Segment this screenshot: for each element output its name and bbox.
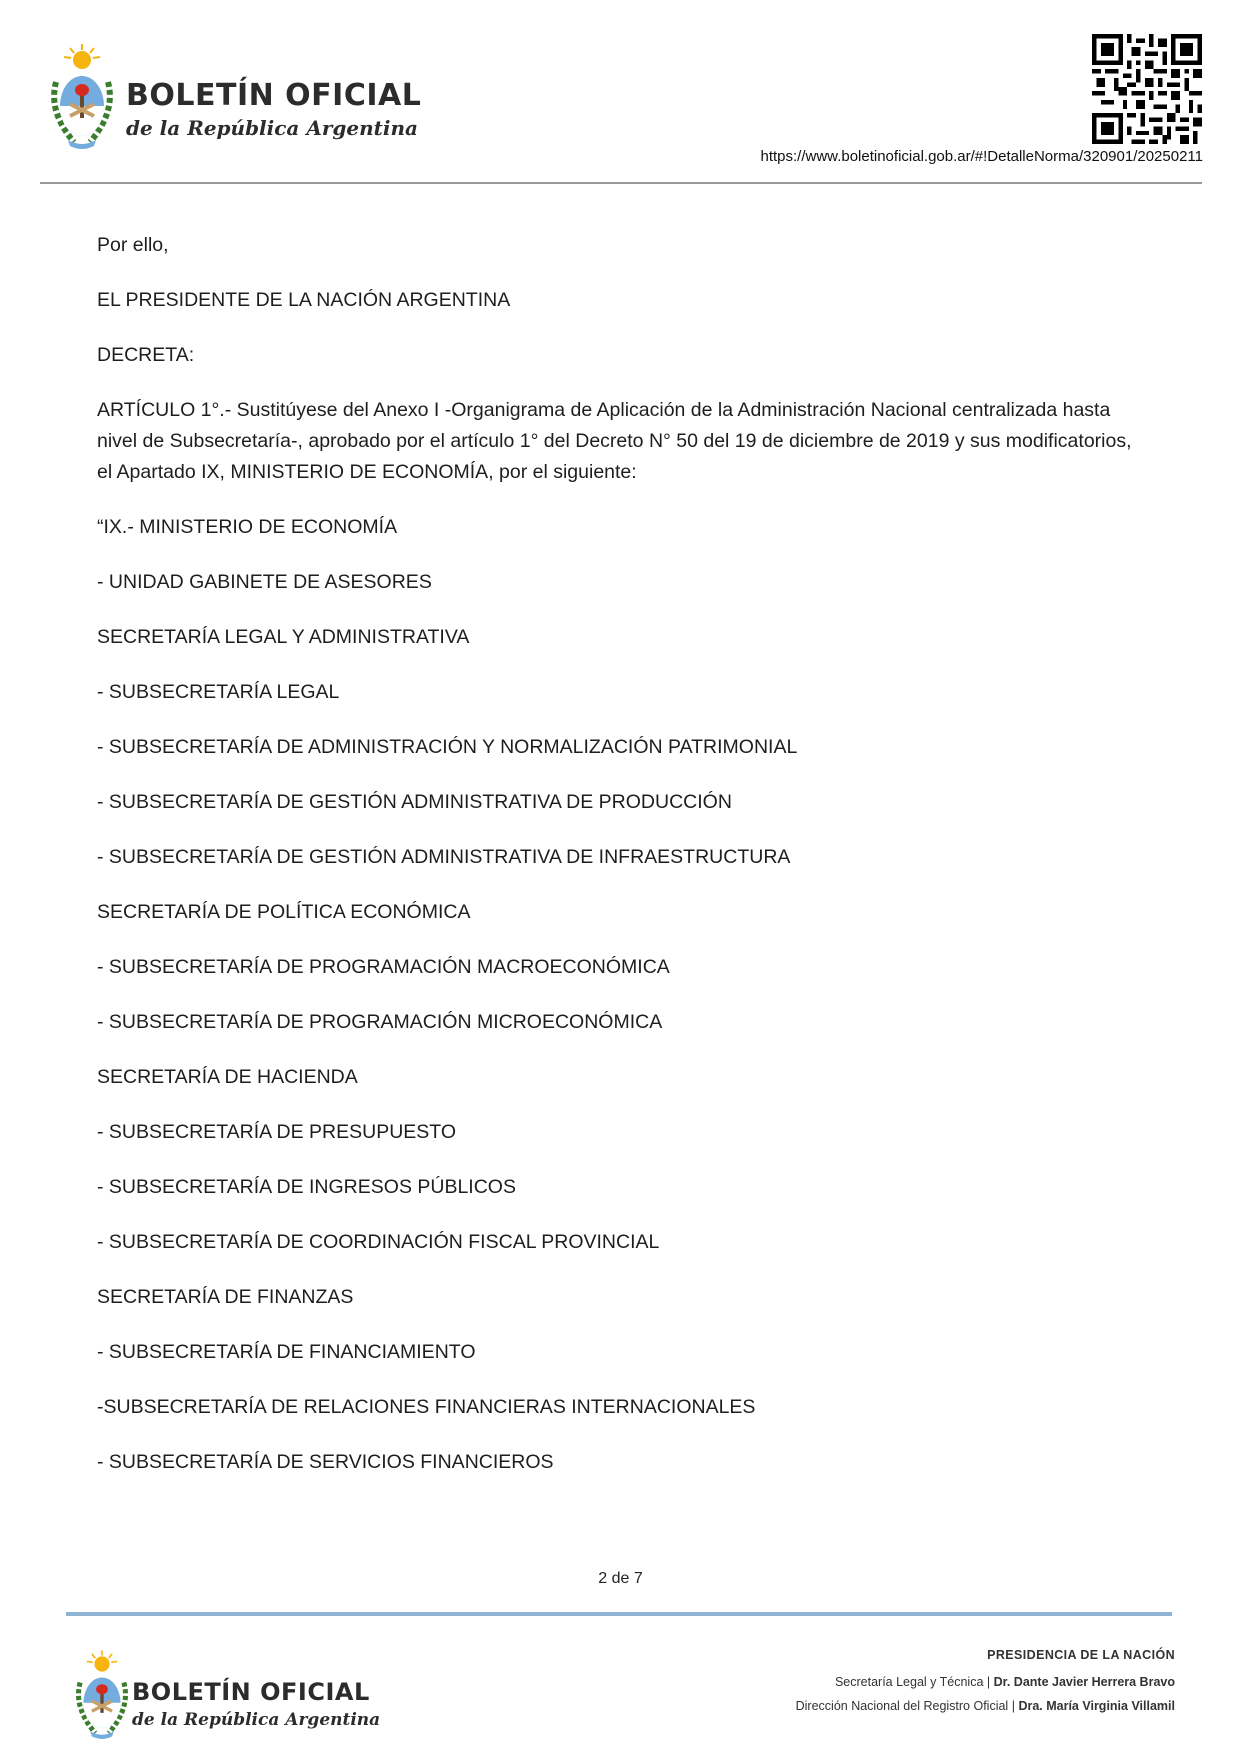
paragraph: “IX.- MINISTERIO DE ECONOMÍA [97,516,398,538]
paragraph: - SUBSECRETARÍA DE FINANCIAMIENTO [97,1341,476,1363]
paragraph: - SUBSECRETARÍA DE ADMINISTRACIÓN Y NORMALIZACIÓN PATRIMONIAL [97,736,798,758]
argentina-coat-of-arms-icon [70,1648,134,1744]
paragraph: - SUBSECRETARÍA DE GESTIÓN ADMINISTRATIVA DE PRODUCCIÓN [97,791,732,813]
paragraph: DECRETA: [97,344,195,366]
footer-logo [70,1648,381,1744]
paragraph: Por ello, [97,234,169,256]
footer-credit-line [796,1675,1175,1689]
document-url[interactable]: https://www.boletinoficial.gob.ar/#!DetalleNorma/320901/20250211 [760,148,1203,165]
paragraph: - SUBSECRETARÍA DE COORDINACIÓN FISCAL PROVINCIAL [97,1231,660,1253]
page-number: 2 de 7 [598,1570,643,1587]
paragraph: ARTÍCULO 1°.- Sustitúyese del Anexo I -Organigrama de Aplicación de la Administración Nacional centralizada hasta nivel de Subsecretaría-, aprobado por el artículo 1° del Decreto N° 50 del 19 de diciembre de 2019 y sus modificatorios, el Apartado IX, MINISTERIO DE ECONOMÍA, por el siguiente: [97,399,1132,483]
paragraph: - SUBSECRETARÍA DE PROGRAMACIÓN MICROECONÓMICA [97,1011,663,1033]
footer-credits [796,1648,1175,1723]
paragraph: - UNIDAD GABINETE DE ASESORES [97,571,432,593]
paragraph: EL PRESIDENTE DE LA NACIÓN ARGENTINA [97,289,511,311]
header-logo [44,42,422,154]
qr-code-icon[interactable] [1092,34,1202,144]
footer-separator: | [986,1675,991,1689]
footer-divider [66,1612,1172,1616]
footer-official: Dr. Dante Javier Herrera Bravo [993,1675,1175,1689]
paragraph: - SUBSECRETARÍA LEGAL [97,681,340,703]
footer-unit: Secretaría Legal y Técnica [834,1675,984,1689]
paragraph: SECRETARÍA LEGAL Y ADMINISTRATIVA [97,626,470,648]
paragraph: - SUBSECRETARÍA DE INGRESOS PÚBLICOS [97,1176,516,1198]
footer-unit: Dirección Nacional del Registro Oficial [795,1699,1009,1713]
paragraph: - SUBSECRETARÍA DE PROGRAMACIÓN MACROECONÓMICA [97,956,670,978]
footer-official: Dra. María Virginia Villamil [1018,1699,1175,1713]
paragraph: SECRETARÍA DE POLÍTICA ECONÓMICA [97,901,471,923]
brand-subtitle: de la República Argentina [126,116,418,140]
paragraph: SECRETARÍA DE HACIENDA [97,1066,358,1088]
paragraph: -SUBSECRETARÍA DE RELACIONES FINANCIERAS INTERNACIONALES [97,1396,756,1418]
footer-brand-title: BOLETÍN OFICIAL [132,1678,370,1706]
document-body [97,230,1147,1502]
paragraph: - SUBSECRETARÍA DE GESTIÓN ADMINISTRATIVA DE INFRAESTRUCTURA [97,846,791,868]
argentina-coat-of-arms-icon [44,42,120,154]
footer-credit-line [796,1699,1175,1713]
footer-office: PRESIDENCIA DE LA NACIÓN [987,1648,1175,1662]
paragraph: - SUBSECRETARÍA DE PRESUPUESTO [97,1121,457,1143]
footer-brand-subtitle: de la República Argentina [132,1710,381,1730]
paragraph: SECRETARÍA DE FINANZAS [97,1286,354,1308]
header-divider [40,182,1202,184]
brand-title: BOLETÍN OFICIAL [126,78,422,113]
footer-separator: | [1011,1699,1015,1713]
paragraph: - SUBSECRETARÍA DE SERVICIOS FINANCIEROS [97,1451,554,1473]
